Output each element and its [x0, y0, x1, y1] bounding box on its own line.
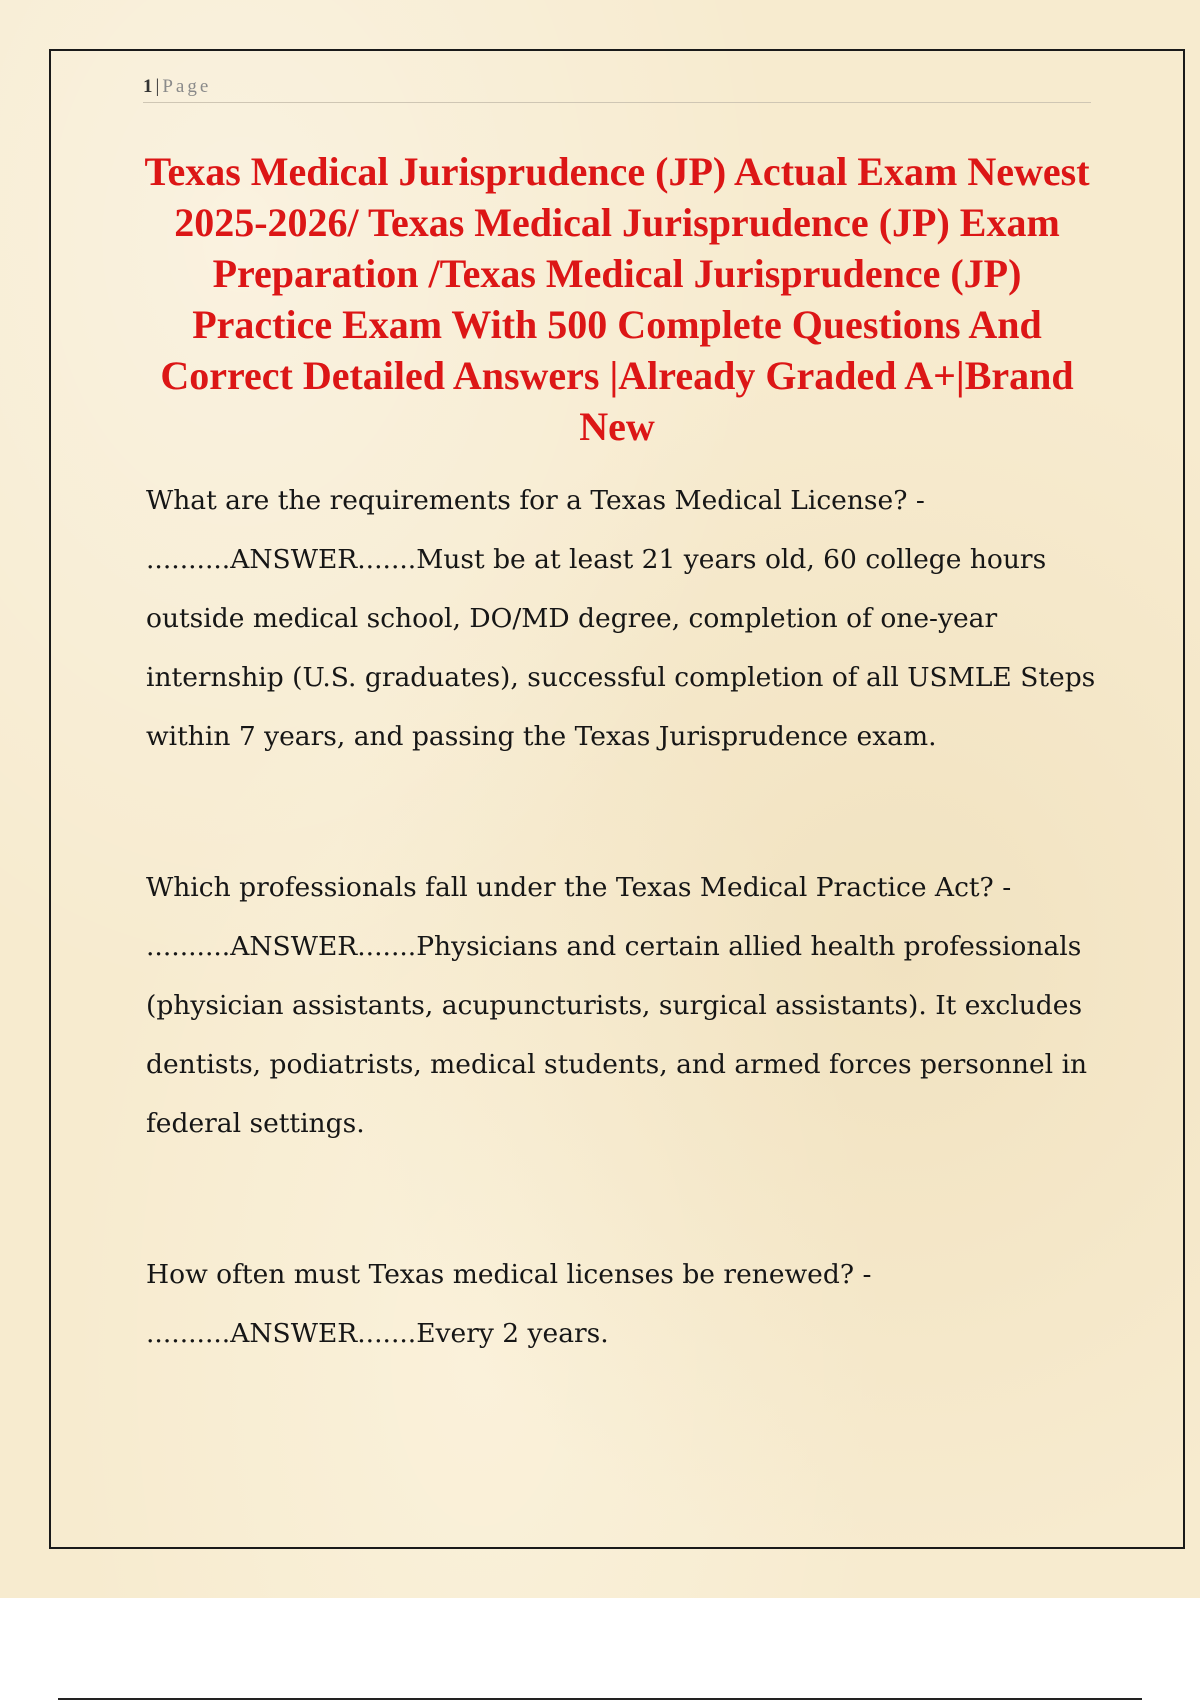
answer-text: ..........ANSWER.......Physicians and certain allied health professionals (physician assistants, acupuncturists, surgical assistants). It excludes dentists, podiatrists, medical students, and armed forces personnel in federal settings. [146, 931, 1088, 1139]
qa-item [146, 471, 1106, 766]
page-label: Page [162, 76, 212, 97]
document-title: Texas Medical Jurisprudence (JP) Actual Exam Newest 2025-2026/ Texas Medical Jurisprudence (JP) Exam Preparation /Texas Medical Jurisprudence (JP) Practice Exam With 500 Complete Questions And Correct Detailed Answers |Already Graded A+|Brand New [144, 149, 1090, 449]
question-text: Which professionals fall under the Texas Medical Practice Act? - [146, 872, 1012, 903]
answer-text: ..........ANSWER.......Every 2 years. [146, 1318, 609, 1349]
question-text: How often must Texas medical licenses be renewed? - [146, 1259, 872, 1290]
qa-item [146, 1245, 1106, 1363]
page-number: 1 [143, 76, 153, 97]
page-header-separator: | [155, 76, 160, 97]
qa-item [146, 858, 1106, 1153]
page-header [143, 72, 1091, 103]
question-text: What are the requirements for a Texas Medical License? - [146, 485, 925, 516]
answer-text: ..........ANSWER.......Must be at least 21 years old, 60 college hours outside medical school, DO/MD degree, completion of one-year internship (U.S. graduates), successful completion of all USMLE Steps within 7 years, and passing the Texas Jurisprudence exam. [146, 544, 1096, 752]
